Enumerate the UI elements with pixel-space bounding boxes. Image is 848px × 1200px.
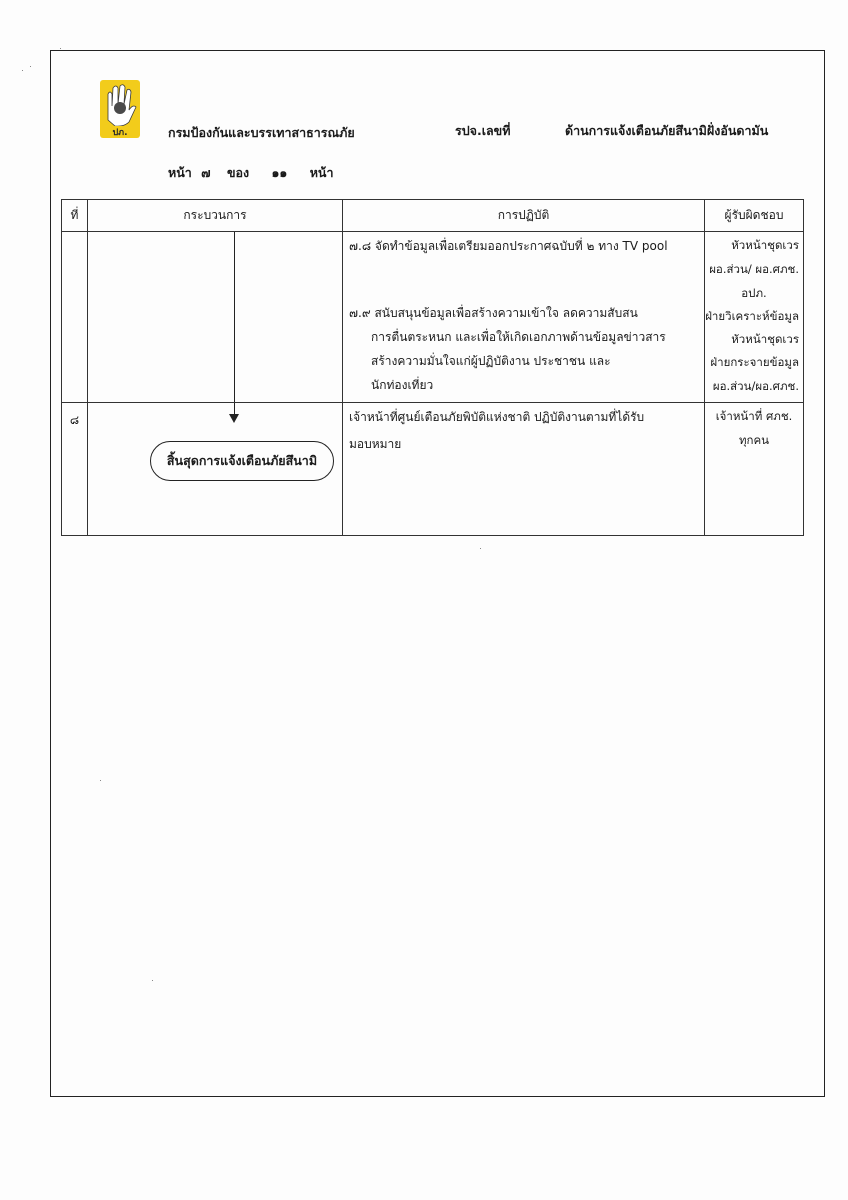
scan-speck xyxy=(100,780,101,781)
table-row xyxy=(62,403,804,536)
action-line: ๗.๘ จัดทำข้อมูลเพื่อเตรียมออกประกาศฉบับที่ ๒ ทาง TV pool xyxy=(349,239,668,253)
action-line: สร้างความมั่นใจแก่ผู้ปฏิบัติงาน ประชาชน และ xyxy=(371,354,611,368)
scan-speck xyxy=(22,70,23,71)
action-line: ๗.๙ สนับสนุนข้อมูลเพื่อสร้างความเข้าใจ ลดความสับสน xyxy=(349,306,638,320)
responsible-line: ผอ.ส่วน/ ผอ.ศภช. xyxy=(709,262,799,276)
procedure-table xyxy=(61,199,804,536)
dept-logo-icon xyxy=(100,80,140,138)
col-header-responsible: ผู้รับผิดชอบ xyxy=(705,200,804,232)
responsible-cell xyxy=(705,403,804,536)
row-number: ๘ xyxy=(69,413,80,427)
table-header-row xyxy=(62,200,804,232)
table-row xyxy=(62,232,804,403)
action-line: เจ้าหน้าที่ศูนย์เตือนภัยพิบัติแห่งชาติ ปฏิบัติงานตามที่ได้รับ xyxy=(349,410,645,424)
responsible-line: อปภ. xyxy=(741,286,767,300)
page-total: ๑๑ xyxy=(271,165,288,180)
page-indicator xyxy=(168,163,334,183)
action-cell xyxy=(343,403,705,536)
responsible-line: หัวหน้าชุดเวร xyxy=(731,238,799,252)
scan-speck xyxy=(60,48,61,49)
responsible-line: ทุกคน xyxy=(738,433,770,447)
process-cell xyxy=(88,403,343,536)
row-number-cell xyxy=(62,232,88,403)
arrow-down-icon xyxy=(229,414,239,423)
action-line: นักท่องเที่ยว xyxy=(371,378,434,392)
action-cell xyxy=(343,232,705,403)
responsible-line: หัวหน้าชุดเวร xyxy=(731,332,799,346)
document-topic: ด้านการแจ้งเตือนภัยสึนามิฝั่งอันดามัน xyxy=(565,123,769,138)
logo-text: ปภ. xyxy=(112,128,128,138)
responsible-line: เจ้าหน้าที่ ศภช. xyxy=(715,409,793,423)
doc-number-label: รปจ.เลขที่ xyxy=(455,123,511,138)
col-header-action: การปฏิบัติ xyxy=(343,200,705,232)
col-header-process: กระบวนการ xyxy=(88,200,343,232)
action-line: การตื่นตระหนก และเพื่อให้เกิดเอกภาพด้านข้อมูลข่าวสาร xyxy=(371,330,666,344)
page-of: ของ xyxy=(226,165,250,180)
responsible-line: ฝ่ายกระจายข้อมูล xyxy=(710,355,799,369)
page-current: ๗ xyxy=(201,165,211,180)
scan-speck xyxy=(152,980,153,981)
scan-speck xyxy=(30,66,31,67)
process-end-terminator: สิ้นสุดการแจ้งเตือนภัยสึนามิ xyxy=(150,441,334,481)
row-number-cell xyxy=(62,403,88,536)
department-name: กรมป้องกันและบรรเทาสาธารณภัย xyxy=(168,125,355,140)
responsible-line: ผอ.ส่วน/ผอ.ศภช. xyxy=(712,379,799,393)
col-header-no: ที่ xyxy=(62,200,88,232)
page-label: หน้า xyxy=(168,165,192,180)
page-suffix: หน้า xyxy=(309,165,334,180)
responsible-line: ฝ่ายวิเคราะห์ข้อมูล xyxy=(705,309,799,323)
flow-connector-line xyxy=(234,232,235,402)
scan-speck xyxy=(480,548,481,549)
process-cell xyxy=(88,232,343,403)
responsible-cell xyxy=(705,232,804,403)
action-line: มอบหมาย xyxy=(349,437,402,451)
